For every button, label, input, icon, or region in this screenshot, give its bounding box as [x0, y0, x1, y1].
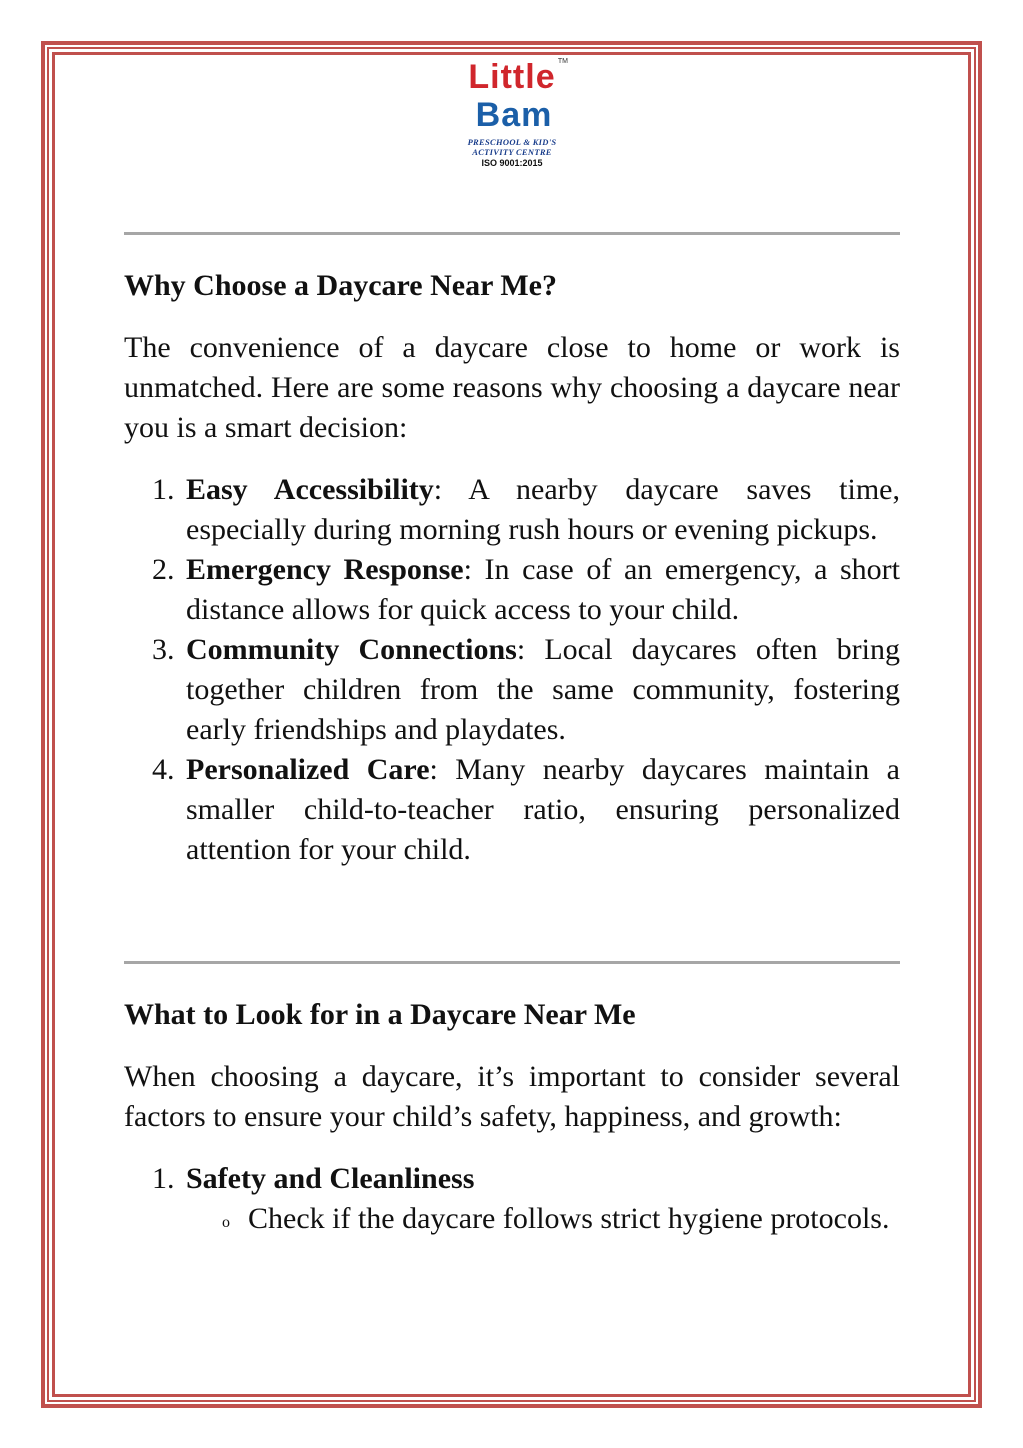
logo-word-little: Little [468, 58, 556, 96]
list-item-text: : In case of an emergency, a short distance allows for quick access to your child. [186, 553, 900, 626]
list-item-title: Safety and Cleanliness [186, 1162, 475, 1195]
list-number: 1. [152, 473, 175, 506]
list-item [124, 1159, 900, 1199]
factors-list [124, 1159, 900, 1199]
divider-middle [124, 961, 900, 964]
list-item [124, 470, 900, 550]
list-number: 1. [152, 1162, 175, 1195]
list-item [124, 550, 900, 630]
section-intro: When choosing a daycare, it’s important to consider several factors to ensure your child’s safety, happiness, and growth: [124, 1060, 900, 1133]
list-number: 3. [152, 633, 175, 666]
sub-list-item [124, 1199, 900, 1239]
list-item-text: : Many nearby daycares maintain a smaller child-to-teacher ratio, ensuring personalized attention for your child. [186, 753, 900, 866]
logo-iso-label: ISO 9001:2015 [481, 158, 543, 168]
list-item [124, 630, 900, 750]
section-why-choose [124, 266, 900, 870]
bullet-icon: o [222, 1214, 230, 1231]
list-number: 4. [152, 753, 175, 786]
section-what-to-look-for [124, 995, 900, 1239]
section-intro: The convenience of a daycare close to home or work is unmatched. Here are some reasons why choosing a daycare near you is a smart decision: [124, 331, 900, 444]
list-number: 2. [152, 553, 175, 586]
little-bam-logo [452, 58, 572, 178]
logo-trademark: TM [557, 58, 568, 65]
list-item-text: : A nearby daycare saves time, especially during morning rush hours or evening pickups. [186, 473, 900, 546]
logo-tagline-2: ACTIVITY CENTRE [472, 147, 552, 157]
section-heading: Why Choose a Daycare Near Me? [124, 269, 557, 302]
list-item-title: Community Connections [186, 633, 517, 666]
logo-tagline-1: PRESCHOOL & KID'S [467, 137, 557, 147]
divider-top [124, 232, 900, 235]
logo-word-bam: Bam [475, 96, 553, 134]
list-item [124, 750, 900, 870]
section-heading: What to Look for in a Daycare Near Me [124, 998, 636, 1031]
list-item-title: Personalized Care [186, 753, 430, 786]
sub-list-item-text: Check if the daycare follows strict hygiene protocols. [248, 1202, 890, 1235]
reasons-list [124, 470, 900, 870]
list-item-text: : Local daycares often bring together children from the same community, fostering early friendships and playdates. [186, 633, 900, 746]
list-item-title: Easy Accessibility [186, 473, 434, 506]
list-item-title: Emergency Response [186, 553, 464, 586]
